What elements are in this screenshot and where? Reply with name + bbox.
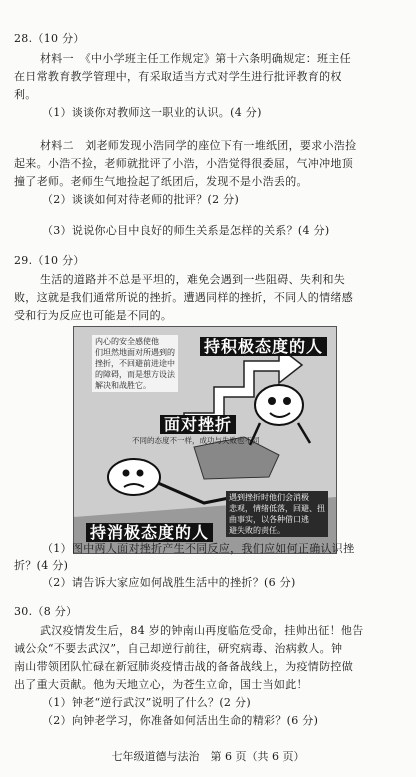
q28-question3: （3）说说你心目中良好的师生关系是怎样的关系？(4 分) (42, 224, 330, 237)
q28-material1-line3: 利。 (14, 88, 37, 101)
positive-attitude-caption: 内心的安全感使他 们坦然地面对所遇到的 挫折，不回避前进途中 的障碍，而是想方设法 解决和战胜它。 (92, 335, 178, 392)
q29-header: 29.（10 分） (14, 254, 85, 267)
q28-question1: （1）谈谈你对教师这一职业的认识。(4 分) (42, 106, 262, 119)
q29-paragraph-line3: 受和行为反应也可能是不同的。 (14, 309, 173, 322)
q30-question1: （1）钟老“逆行武汉”说明了什么？(2 分) (42, 696, 251, 709)
q28-material2-line1: 材料二 刘老师发现小浩同学的座位下有一堆纸团，要求小浩捡 (40, 139, 357, 152)
q30-paragraph-line3: 南山带领团队忙碌在新冠肺炎疫情击战的备备战线上，为疫情防控做 (14, 660, 353, 673)
q28-material2-line2: 起来。小浩不捡，老师就批评了小浩，小浩觉得很委屈，气冲冲地顶 (14, 157, 353, 170)
q30-header: 30.（8 分） (14, 605, 78, 618)
q29-question2: （2）请告诉大家应如何战胜生活中的挫折？(6 分) (42, 576, 296, 589)
middle-caption: 不同的态度不一样，成功与失败也不同 (132, 436, 260, 445)
q29-question1-line1: （1）图中两人面对挫折产生不同反应，我们应如何正确认识挫 (42, 542, 355, 555)
q30-paragraph-line4: 出了重大贡献。他为天地立心，为苍生立命，国士当如此！ (14, 678, 308, 691)
q29-question1-line2: 折？(4 分) (14, 559, 69, 572)
q28-header: 28.（10 分） (14, 32, 85, 45)
q28-material2-line3: 撞了老师。老师生气地捡起了纸团后，发现不是小浩丢的。 (14, 175, 308, 188)
negative-attitude-caption: 遇到挫折时他们会消极 悲观，情绪低落，回避、扭 曲事实，以各种借口逃 避失败的责任。 (226, 491, 328, 537)
frustration-cartoon (73, 326, 337, 554)
negative-attitude-title: 持消极态度的人 (86, 523, 213, 542)
q28-material1-line2: 在日常教育教学管理中，有采取适当方式对学生进行批评教育的权 (14, 70, 342, 83)
q30-paragraph-line1: 武汉疫情发生后，84 岁的钟南山再度临危受命，挂帅出征！他告 (40, 624, 364, 637)
q28-question2: （2）谈谈如何对待老师的批评？(2 分) (42, 193, 240, 206)
positive-attitude-title: 持积极态度的人 (200, 337, 327, 356)
q29-paragraph-line1: 生活的道路并不总是平坦的，难免会遇到一些阻碍、失利和失 (40, 273, 346, 286)
facing-frustration-title: 面对挫折 (160, 415, 236, 434)
page-footer: 七年级道德与法治 第 6 页（共 6 页） (111, 750, 305, 763)
q28-material1-line1: 材料一 《中小学班主任工作规定》第十六条明确规定：班主任 (40, 52, 351, 65)
q30-question2: （2）向钟老学习，你准备如何活出生命的精彩？(6 分) (42, 714, 319, 727)
q29-paragraph-line2: 败，这就是我们通常所说的挫折。遭遇同样的挫折，不同人的情绪感 (14, 291, 353, 304)
q30-paragraph-line2: 诫公众“不要去武汉”，自己却逆行前往，研究病毒、治病救人。钟 (14, 642, 343, 655)
